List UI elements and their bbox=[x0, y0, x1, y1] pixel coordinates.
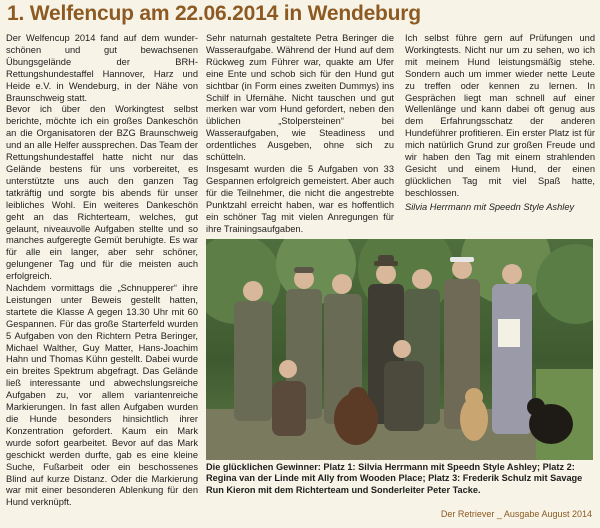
photo-caption: Die glücklichen Gewinner: Platz 1: Silvia Herrmann mit Speedn Style Ashley; Platz 2: Regina van der Linde mit Ally from Wooden Place; Platz 3: Frederik Schulz mit Savage Run Kieron mit dem Richterteam und Sonderleiter Peter Tacke. bbox=[206, 462, 583, 495]
paragraph: Ich selbst führe gern auf Prüfungen und Workingtests. Nicht nur um zu sehen, wo ich mit meinem Hund leistungsmäßig stehe. Sondern auch um immer wieder nette Leute zu treffen oder kennen zu lernen. In Gesprächen liegt man schnell auf einer Wellenlänge und kann dabei oft genug aus dem Erfahrungsschatz der anderen Hundeführer profitieren. Ein erster Platz ist für mich natürlich Grund zur großen Freude und wir haben den Tag mit einem strahlenden Gesicht und einem Hund, der einen glücklichen Tag mit viel Spaß hatte, beschlossen. bbox=[405, 33, 595, 198]
text-column-2 bbox=[206, 33, 394, 235]
paragraph: Sehr naturnah gestaltete Petra Beringer die Wasseraufgabe. Während der Hund auf dem Rückweg zum Führer war, quakte am Ufer eine Ente und schob sich für den Hund gut sichtbar (in Form eines zweiten Dummys) ins Schilf in Ufernähe. Nicht tauschen und gut merken war vom Hund gefordert, neben den üblichen „Stolpersteinen“ bei Wasseraufgaben, wie Steadiness und ordentliches Ausgeben, ohne sich zu schütteln. bbox=[206, 33, 394, 163]
text-column-3 bbox=[405, 33, 595, 214]
article-title: 1. Welfencup am 22.06.2014 in Wendeburg bbox=[7, 2, 421, 25]
magazine-footer: Der Retriever _ Ausgabe August 2014 bbox=[440, 509, 592, 519]
winners-photo bbox=[206, 239, 593, 460]
paragraph: Insgesamt wurden die 5 Aufgaben von 33 Gespannen erfolgreich gemeistert. Aber auch für die Teilnehmer, die nicht die angestrebte Punktzahl erreicht haben, war es hoffentlich ein schöner Tag mit vielen Anregungen für ihre Trainingsaufgaben. bbox=[206, 163, 394, 234]
text-column-1 bbox=[6, 33, 198, 509]
paragraph: Der Welfencup 2014 fand auf dem wunder-schönen und gut bewachsenen Übungsgelände der BRH-Rettungshundestaffel Hannover, Harz und Heide e.V. in Wendeburg, in der Nähe von Braunschweig statt. bbox=[6, 33, 198, 103]
paragraph: Nachdem vormittags die „Schnupperer“ ihre Leistungen unter Beweis gestellt hatten, startete die Klasse A gegen 13.30 Uhr mit 60 Gespannen. Für das große Starterfeld wurden 5 Aufgaben von den Richtern Petra Beringer, Michael Walther, Guy Matter, Hans-Joachim Hahn und Thomas Kühn gestellt. Dabei wurde ein breites Spektrum abgefragt. Das Gelände ließ interessante und abwechslungsreiche Aufgaben zu, vor allem variantenreiche Markierungen. In fast allen Aufgaben wurden die Hunde besonders hinsichtlich ihrer Konzentration gefordert. Kaum ein Mark wurde sofort gearbeitet. Bevor auf das Mark geschickt werden durfte, gab es eine kleine Suche, Fußarbeit oder ein beschossenes Blind auf kurze Distanz. Oder die Markierung war mit einer besonderen Ablenkung für den Hund verknüpft. bbox=[6, 283, 198, 508]
author-signature: Silvia Herrmann mit Speedn Style Ashley bbox=[405, 201, 575, 212]
paragraph: Bevor ich über den Workingtest selbst berichte, möchte ich ein großes Dankeschön an die Organisatoren der BZG Braunschweig und an alle Helfer aussprechen. Das Team der Rettungshundestaffel hatte nicht nur das Gelände bestens für uns vorbereitet, es unterstützte uns auch den ganzen Tag tatkräftig und sorgte bis abends für unser leibliches Wohl. Ein weiteres Dankeschön geht an das Richterteam, welches, gut gelaunt, niveauvolle Aufgaben stellte und so manches aufgeregte Gemüt beruhigte. Es war für alle ein langer, aber sehr schöner, gelungener Tag und für die meisten auch erfolgreich. bbox=[6, 104, 198, 282]
